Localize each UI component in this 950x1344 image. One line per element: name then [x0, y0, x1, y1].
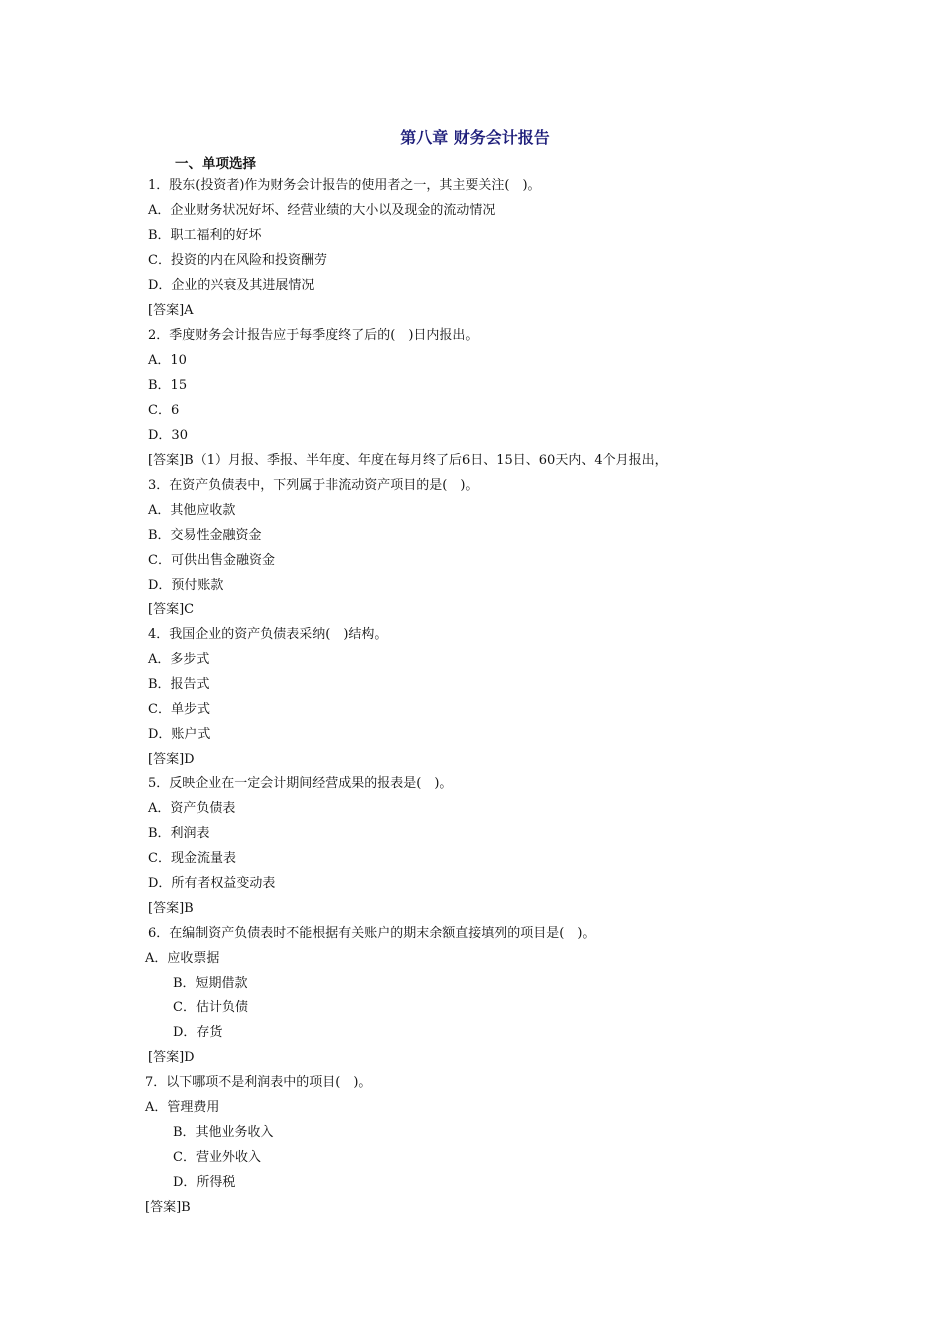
question-3-option-a: A．其他应收款 — [148, 503, 236, 518]
question-3-option-b: B．交易性金融资金 — [148, 528, 262, 543]
question-5-option-d: D．所有者权益变动表 — [148, 876, 276, 891]
question-5-stem: 5．反映企业在一定会计期间经营成果的报表是( )。 — [148, 776, 453, 791]
question-2-option-b: B．15 — [148, 378, 188, 393]
question-2-option-a: A．10 — [148, 353, 187, 368]
question-1-option-d: D．企业的兴衰及其进展情况 — [148, 278, 315, 293]
question-7-option-a: A．管理费用 — [145, 1100, 220, 1115]
question-4-option-b: B．报告式 — [148, 677, 210, 692]
question-5-option-a: A．资产负债表 — [148, 801, 236, 816]
question-1-answer: [答案]A — [148, 303, 194, 318]
question-7-option-c: C．营业外收入 — [173, 1150, 261, 1165]
question-5-option-b: B．利润表 — [148, 826, 210, 841]
question-3-stem: 3．在资产负债表中，下列属于非流动资产项目的是( )。 — [148, 478, 479, 493]
question-2-stem: 2．季度财务会计报告应于每季度终了后的( )日内报出。 — [148, 328, 479, 343]
question-4-option-a: A．多步式 — [148, 652, 210, 667]
question-2-option-d: D．30 — [148, 428, 188, 443]
question-3-option-c: C．可供出售金融资金 — [148, 553, 275, 568]
question-4-stem: 4．我国企业的资产负债表采纳( )结构。 — [148, 627, 388, 642]
question-7-option-d: D．所得税 — [173, 1175, 236, 1190]
question-6-option-c: C．估计负债 — [173, 1000, 248, 1015]
question-7-answer: [答案]B — [145, 1200, 191, 1215]
question-3-answer: [答案]C — [148, 602, 195, 617]
question-3-option-d: D．预付账款 — [148, 578, 224, 593]
question-2-answer: [答案]B（1）月报、季报、半年度、年度在每月终了后6日、15日、60天内、4个月报出， — [148, 453, 668, 468]
section-heading: 一、单项选择 — [175, 156, 256, 172]
question-6-option-b: B．短期借款 — [173, 976, 248, 991]
question-1-stem: 1．股东(投资者)作为财务会计报告的使用者之一，其主要关注( )。 — [148, 178, 541, 193]
question-4-option-c: C．单步式 — [148, 702, 210, 717]
question-6-stem: 6．在编制资产负债表时不能根据有关账户的期末余额直接填列的项目是( )。 — [148, 926, 596, 941]
question-2-option-c: C．6 — [148, 403, 180, 418]
question-6-option-a: A．应收票据 — [145, 951, 220, 966]
question-4-answer: [答案]D — [148, 752, 195, 767]
question-7-stem: 7．以下哪项不是利润表中的项目( )。 — [145, 1075, 372, 1090]
question-7-option-b: B．其他业务收入 — [173, 1125, 274, 1140]
question-5-option-c: C．现金流量表 — [148, 851, 236, 866]
question-1-option-a: A．企业财务状况好坏、经营业绩的大小以及现金的流动情况 — [148, 203, 496, 218]
chapter-title: 第八章 财务会计报告 — [400, 128, 550, 147]
question-6-answer: [答案]D — [148, 1050, 195, 1065]
question-4-option-d: D．账户式 — [148, 727, 211, 742]
question-6-option-d: D．存货 — [173, 1025, 223, 1040]
question-5-answer: [答案]B — [148, 901, 194, 916]
question-1-option-b: B．职工福利的好坏 — [148, 228, 262, 243]
question-1-option-c: C．投资的内在风险和投资酬劳 — [148, 253, 327, 268]
